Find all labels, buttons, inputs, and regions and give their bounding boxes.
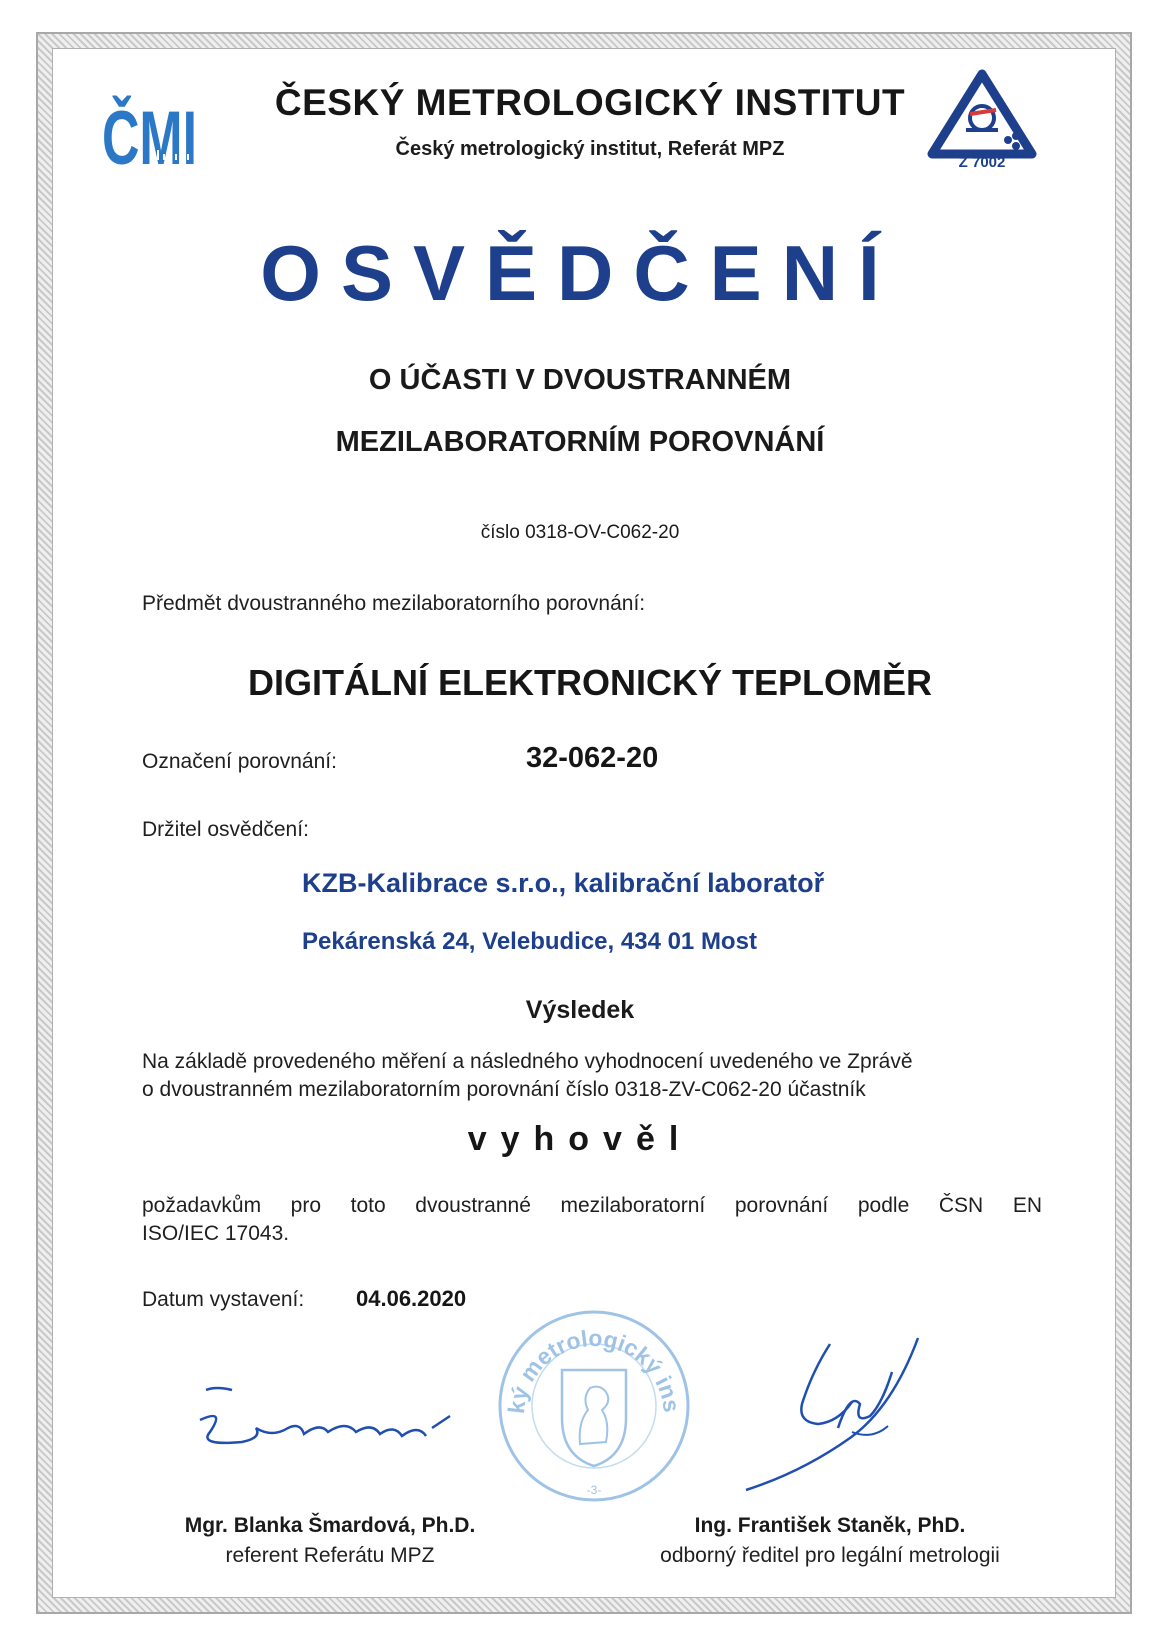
stamp-number: -3- — [586, 1483, 602, 1497]
issue-date-value: 04.06.2020 — [356, 1286, 467, 1311]
coat-of-arms-icon — [562, 1370, 626, 1466]
right-signature — [742, 1332, 932, 1502]
holder-label: Držitel osvědčení: — [142, 818, 309, 841]
certificate-title: OSVĚDČENÍ — [260, 229, 900, 317]
requirements-line-2: ISO/IEC 17043. — [142, 1222, 290, 1245]
left-signature — [196, 1380, 466, 1470]
comparison-code-value: 32-062-20 — [526, 742, 659, 774]
right-signatory-name: Ing. František Staněk, PhD. — [694, 1514, 966, 1537]
requirements-line-1: požadavkům pro toto dvoustranné mezilaboratorní porovnání podle ČSN EN — [142, 1194, 1042, 1217]
cmi-logo — [102, 84, 198, 181]
holder-address: Pekárenská 24, Velebudice, 434 01 Most — [302, 928, 757, 955]
result-heading: Výsledek — [525, 996, 635, 1024]
comparison-code-label: Označení porovnání: — [142, 750, 337, 773]
svg-text:Český metrologický institut — [494, 1306, 685, 1415]
institute-subtitle: Český metrologický institut, Referát MPZ — [395, 138, 785, 160]
issue-date-label: Datum vystavení: — [142, 1288, 305, 1311]
cmi-logo-text: ČMI — [102, 96, 197, 181]
subtitle-line-1: O ÚČASTI V DVOUSTRANNÉM — [368, 364, 792, 396]
result-text-line-2: o dvoustranném mezilaboratorním porovnání číslo 0318-ZV-C062-20 účastník — [142, 1078, 866, 1101]
result-text-line-1: Na základě provedeného měření a následného vyhodnocení uvedeného ve Zprávě — [142, 1050, 913, 1073]
left-signatory-name: Mgr. Blanka Šmardová, Ph.D. — [184, 1514, 476, 1537]
stamp-text: ký metrologický ins — [502, 1324, 686, 1415]
subtitle-line-2: MEZILABORATORNÍM POROVNÁNÍ — [335, 426, 825, 458]
left-signatory-role: referent Referátu MPZ — [225, 1544, 435, 1567]
certificate-number: číslo 0318-OV-C062-20 — [480, 522, 680, 543]
accreditation-code: Z 7002 — [958, 154, 1006, 171]
accreditation-logo — [926, 70, 1038, 174]
subject-value: DIGITÁLNÍ ELEKTRONICKÝ TEPLOMĚR — [248, 662, 932, 703]
holder-name: KZB-Kalibrace s.r.o., kalibrační laboratoř — [302, 868, 825, 898]
subject-label: Předmět dvoustranného mezilaboratorního porovnání: — [142, 592, 646, 615]
verdict: vyhověl — [467, 1120, 693, 1158]
institute-name: ČESKÝ METROLOGICKÝ INSTITUT — [274, 82, 906, 123]
official-stamp — [494, 1306, 694, 1506]
right-signatory-role: odborný ředitel pro legální metrologii — [660, 1544, 1000, 1567]
